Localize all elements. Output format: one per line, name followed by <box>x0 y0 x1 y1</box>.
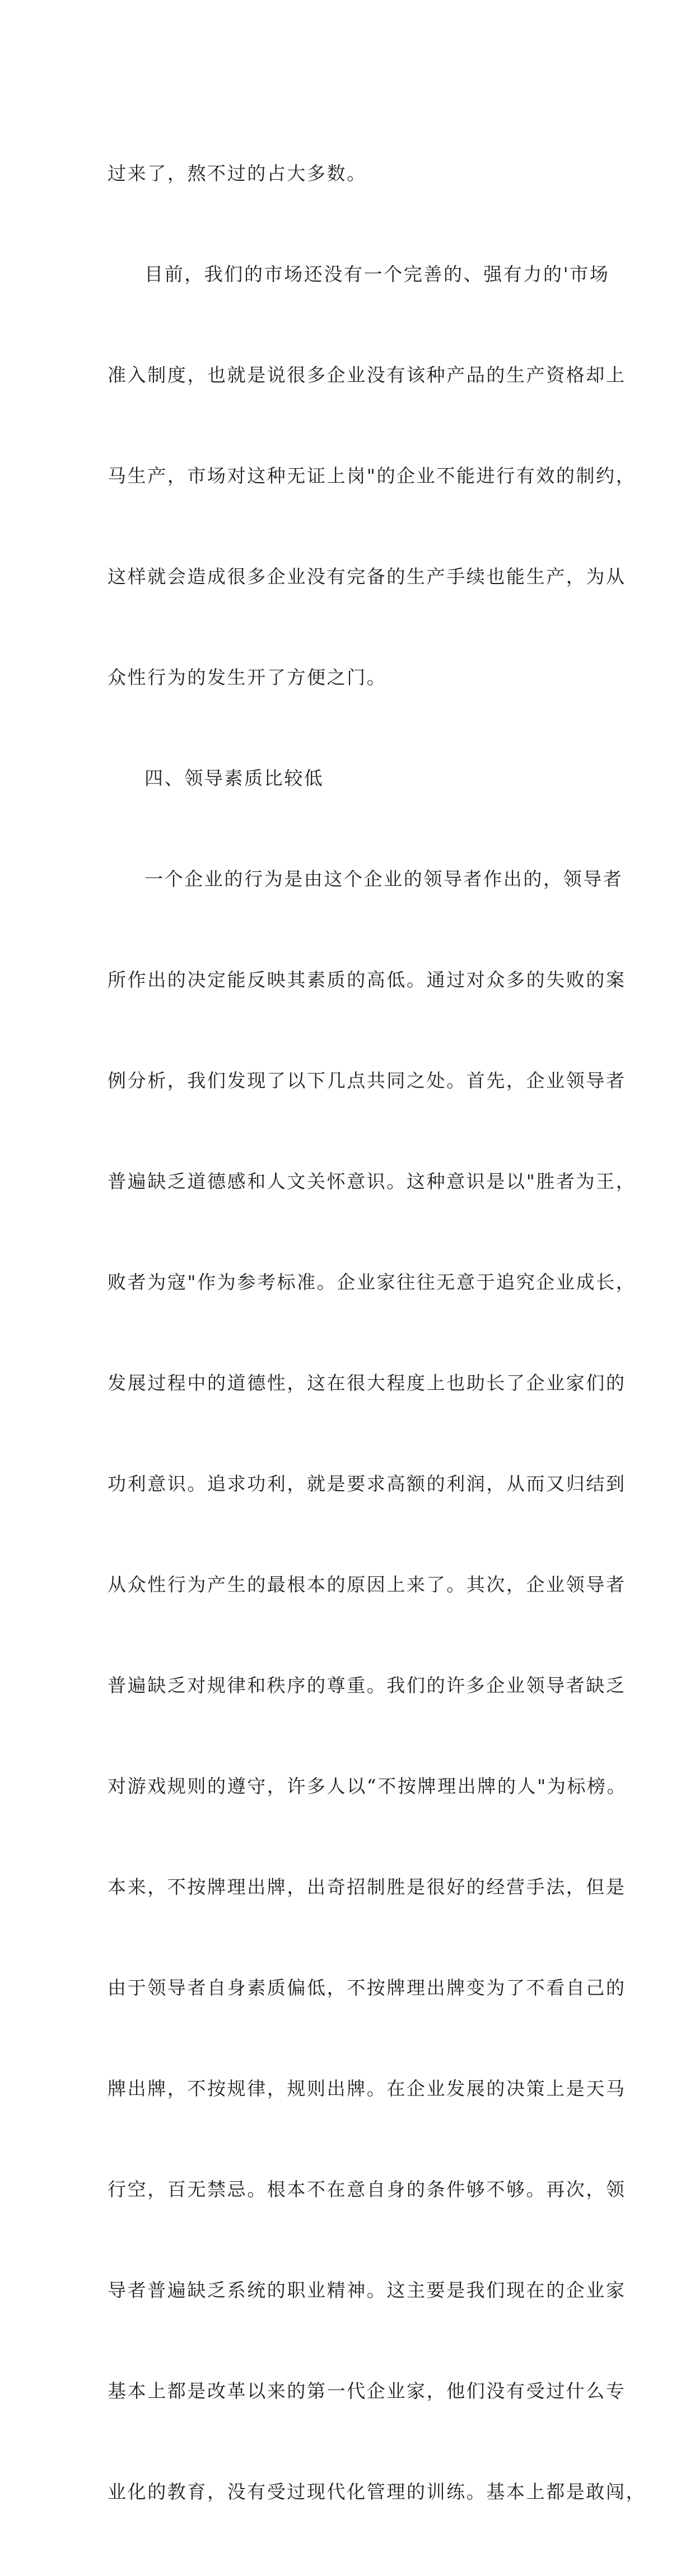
text-line: 准入制度，也就是说很多企业没有该种产品的生产资格却上 <box>108 364 626 386</box>
text-line: 牌出牌，不按规律，规则出牌。在企业发展的决策上是天马 <box>108 2078 626 2099</box>
paragraph-start-line: 目前，我们的市场还没有一个完善的、强有力的'市场 <box>144 263 610 285</box>
text-line: 普遍缺乏道德感和人文关怀意识。这种意识是以"胜者为王， <box>108 1170 636 1192</box>
text-line: 败者为寇"作为参考标准。企业家往往无意于追究企业成长， <box>108 1271 636 1293</box>
text-line: 功利意识。追求功利，就是要求高额的利润，从而又归结到 <box>108 1473 626 1495</box>
text-line: 马生产，市场对这种无证上岗"的企业不能进行有效的制约， <box>108 465 636 487</box>
text-line: 普遍缺乏对规律和秩序的尊重。我们的许多企业领导者缺乏 <box>108 1674 626 1696</box>
text-line: 所作出的决定能反映其素质的高低。通过对众多的失败的案 <box>108 969 626 991</box>
text-line: 例分析，我们发现了以下几点共同之处。首先，企业领导者 <box>108 1070 626 1091</box>
text-line: 导者普遍缺乏系统的职业精神。这主要是我们现在的企业家 <box>108 2279 626 2301</box>
text-line: 过来了，熬不过的占大多数。 <box>108 162 367 184</box>
text-line: 发展过程中的道德性，这在很大程度上也助长了企业家们的 <box>108 1372 626 1394</box>
section-heading: 四、领导素质比较低 <box>144 767 324 789</box>
text-line: 本来，不按牌理出牌，出奇招制胜是很好的经营手法，但是 <box>108 1876 626 1898</box>
document-body <box>108 90 646 2576</box>
text-line: 从众性行为产生的最根本的原因上来了。其次，企业领导者 <box>108 1574 626 1595</box>
paragraph-start-line: 一个企业的行为是由这个企业的领导者作出的，领导者 <box>144 868 623 890</box>
text-line: 行空，百无禁忌。根本不在意自身的条件够不够。再次，领 <box>108 2178 626 2200</box>
text-line: 对游戏规则的遵守，许多人以“不按牌理出牌的人"为标榜。 <box>108 1775 627 1797</box>
text-line: 由于领导者自身素质偏低，不按牌理出牌变为了不看自己的 <box>108 1977 626 1999</box>
text-line: 业化的教育，没有受过现代化管理的训练。基本上都是敢闯， <box>108 2481 646 2503</box>
text-line: 众性行为的发生开了方便之门。 <box>108 666 387 688</box>
text-line: 基本上都是改革以来的第一代企业家，他们没有受过什么专 <box>108 2380 626 2402</box>
text-line: 这样就会造成很多企业没有完备的生产手续也能生产，为从 <box>108 566 626 587</box>
